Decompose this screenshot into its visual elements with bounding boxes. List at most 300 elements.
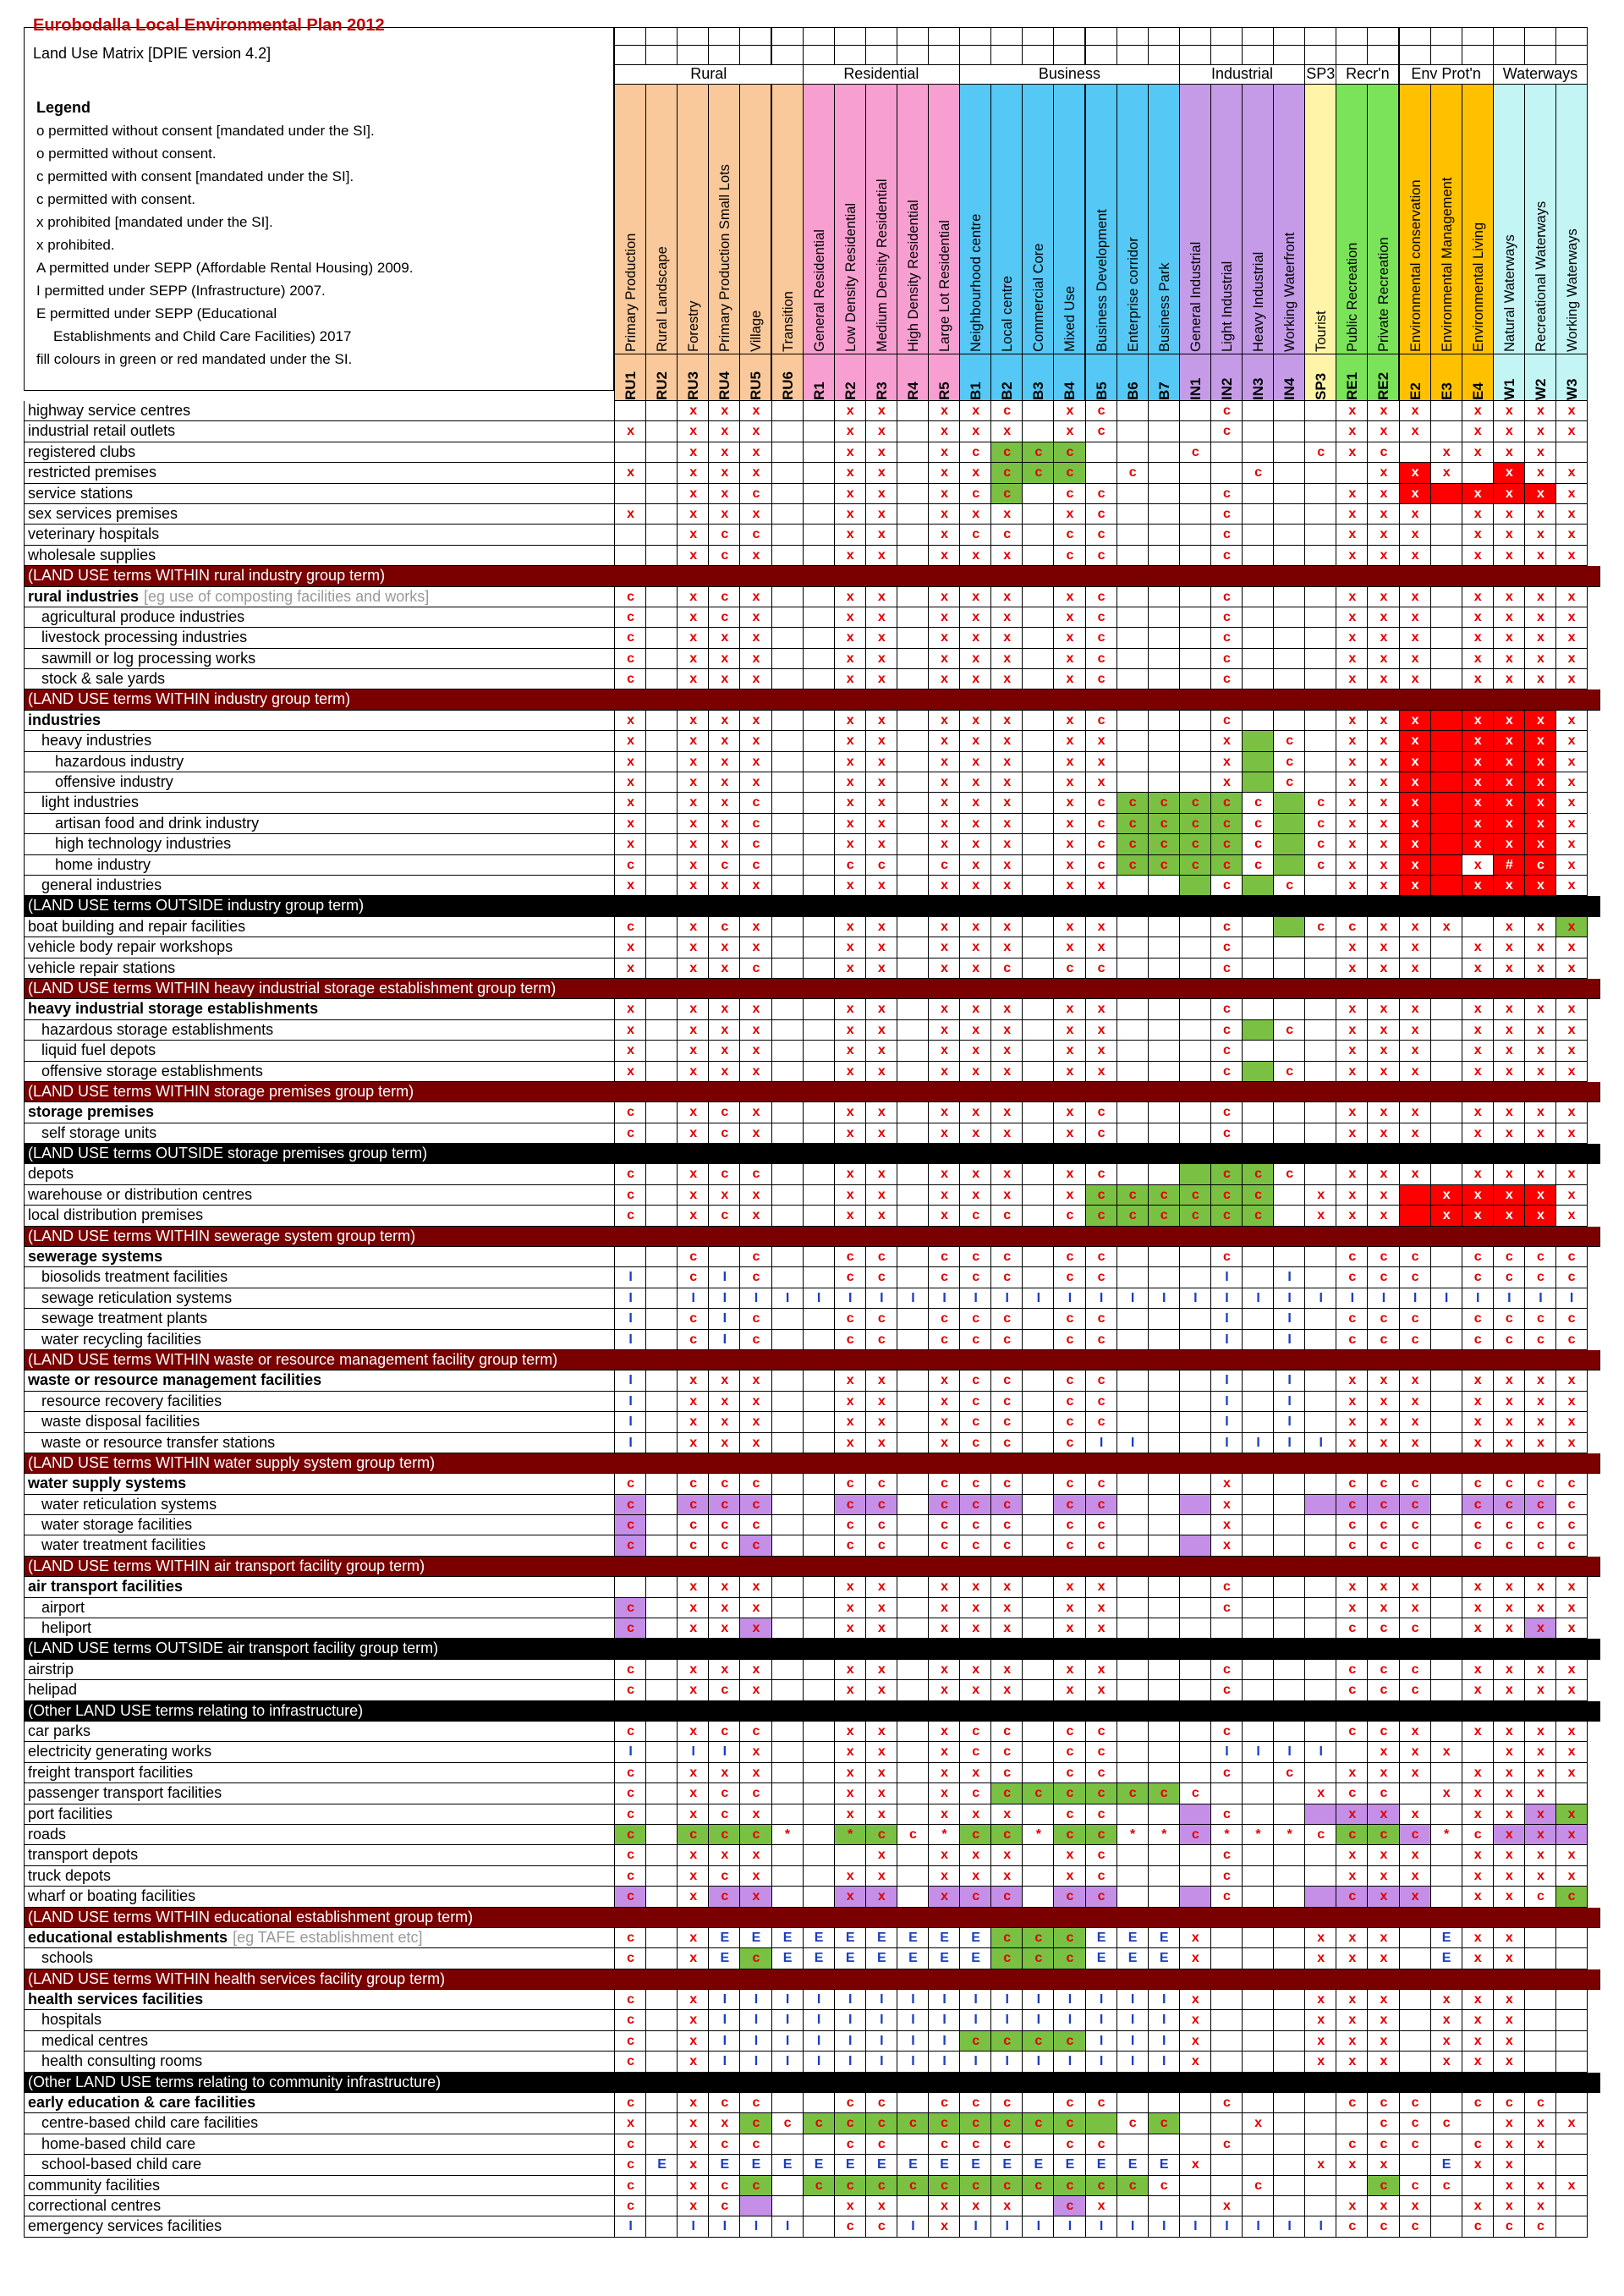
matrix-cell-re1: c — [1336, 1535, 1368, 1556]
matrix-cell-w2: x — [1524, 1102, 1556, 1123]
matrix-cell-b7 — [1148, 1370, 1180, 1391]
matrix-cell-ru3: x — [677, 1041, 709, 1061]
matrix-cell-r3: x — [865, 917, 897, 937]
matrix-cell-b7: I — [1148, 1990, 1180, 2010]
matrix-cell-in1: I — [1179, 2216, 1211, 2237]
matrix-cell-w1: x — [1493, 1041, 1525, 1061]
matrix-cell-e4: x — [1462, 1887, 1494, 1907]
matrix-cell-in3: I — [1242, 1742, 1274, 1762]
matrix-cell-b7: E — [1148, 2155, 1180, 2175]
matrix-cell-r2: c — [834, 2134, 866, 2155]
matrix-cell-w2: c — [1524, 1887, 1556, 1907]
land-use-term-text: sewerage systems — [28, 1248, 163, 1266]
matrix-cell-r5: x — [928, 731, 960, 751]
matrix-cell-ru1: c — [614, 1598, 646, 1618]
matrix-cell-b4: c — [1053, 1206, 1085, 1226]
matrix-cell-e3 — [1430, 1392, 1462, 1412]
matrix-cell-ru6 — [771, 1660, 804, 1680]
matrix-cell-ru2 — [645, 1020, 678, 1041]
header-spacer-cell — [865, 45, 897, 65]
matrix-cell-b7: I — [1148, 2216, 1180, 2237]
matrix-cell-ru2 — [645, 463, 678, 483]
matrix-cell-b3 — [1022, 834, 1054, 854]
matrix-cell-b7 — [1148, 649, 1180, 669]
matrix-cell-ru1: c — [614, 1206, 646, 1226]
matrix-cell-ru1: c — [614, 607, 646, 628]
land-use-term-text: depots — [28, 1165, 74, 1183]
matrix-cell-w1: c — [1493, 1247, 1525, 1267]
matrix-cell-re1: c — [1336, 1474, 1368, 1494]
matrix-cell-b2: c — [990, 463, 1023, 483]
matrix-cell-ru5: x — [739, 1845, 771, 1865]
matrix-cell-ru6 — [771, 834, 804, 854]
matrix-cell-b1: c — [959, 1474, 991, 1494]
matrix-cell-e3: x — [1430, 2010, 1462, 2030]
land-use-term — [24, 1948, 614, 1969]
matrix-cell-in2: c — [1210, 2134, 1243, 2155]
matrix-cell-r5: c — [928, 1495, 960, 1515]
matrix-cell-ru5: x — [739, 1618, 771, 1639]
matrix-cell-r1 — [803, 1206, 835, 1226]
matrix-cell-ru6 — [771, 1433, 804, 1453]
matrix-cell-w2: x — [1524, 1680, 1556, 1700]
matrix-cell-r5: x — [928, 1020, 960, 1041]
matrix-cell-b2: x — [990, 1577, 1023, 1597]
matrix-cell-re1: x — [1336, 628, 1368, 648]
matrix-cell-r2: I — [834, 1288, 866, 1309]
matrix-cell-in1: c — [1179, 855, 1211, 876]
matrix-cell-b7 — [1148, 876, 1180, 896]
matrix-cell-b6 — [1116, 1763, 1149, 1783]
header-spacer-cell — [990, 27, 1023, 46]
matrix-cell-in3 — [1242, 772, 1274, 793]
matrix-cell-re2: x — [1367, 1123, 1399, 1144]
matrix-cell-ru4: I — [708, 1309, 740, 1329]
matrix-cell-ru2 — [645, 814, 678, 834]
matrix-cell-b7: c — [1148, 2176, 1180, 2196]
matrix-cell-in4 — [1273, 607, 1305, 628]
matrix-cell-ru2 — [645, 1412, 678, 1432]
zone-name-text: High Density Residential — [905, 200, 921, 352]
matrix-cell-w1: x — [1493, 772, 1525, 793]
header-spacer-cell — [897, 27, 929, 46]
matrix-cell-e4: x — [1462, 1577, 1494, 1597]
matrix-cell-w2: x — [1524, 731, 1556, 751]
matrix-cell-w2: x — [1524, 1742, 1556, 1762]
matrix-cell-r2: c — [834, 1330, 866, 1350]
matrix-cell-b1: x — [959, 1845, 991, 1865]
matrix-cell-ru4: c — [708, 917, 740, 937]
matrix-cell-b5: c — [1085, 711, 1117, 731]
matrix-cell-ru4: x — [708, 937, 740, 958]
matrix-cell-e3 — [1430, 1474, 1462, 1494]
matrix-cell-re2: x — [1367, 546, 1399, 566]
matrix-cell-in3 — [1242, 1722, 1274, 1742]
matrix-cell-b6: c — [1116, 463, 1149, 483]
matrix-cell-r4 — [897, 628, 929, 648]
land-use-term-text: wholesale supplies — [28, 546, 156, 563]
matrix-cell-r5: x — [928, 669, 960, 689]
matrix-row — [24, 1742, 1600, 1762]
header-spacer-cell — [928, 27, 960, 46]
matrix-cell-ru2 — [645, 752, 678, 772]
matrix-cell-re2: c — [1367, 1783, 1399, 1804]
matrix-cell-re1: x — [1336, 999, 1368, 1019]
matrix-cell-e3 — [1430, 876, 1462, 896]
land-use-term-text: restricted premises — [28, 464, 157, 481]
land-use-term — [24, 1577, 614, 1597]
matrix-cell-b2: E — [990, 2155, 1023, 2175]
matrix-cell-w1: x — [1493, 1825, 1525, 1845]
matrix-cell-in3 — [1242, 1990, 1274, 2010]
matrix-cell-ru1: c — [614, 1515, 646, 1535]
matrix-cell-b4: c — [1053, 2113, 1085, 2134]
matrix-cell-re2: x — [1367, 525, 1399, 545]
land-use-term — [24, 1535, 614, 1556]
matrix-cell-b4: c — [1053, 2134, 1085, 2155]
matrix-cell-ru3: x — [677, 1020, 709, 1041]
matrix-cell-w2: c — [1524, 1309, 1556, 1329]
matrix-cell-b7 — [1148, 607, 1180, 628]
matrix-cell-r5: c — [928, 2113, 960, 2134]
matrix-cell-r2: x — [834, 1164, 866, 1184]
matrix-cell-ru4: x — [708, 1660, 740, 1680]
matrix-cell-r4 — [897, 1783, 929, 1804]
matrix-cell-w3: x — [1555, 793, 1588, 813]
matrix-cell-sp3 — [1304, 1515, 1336, 1535]
matrix-cell-ru3: x — [677, 1680, 709, 1700]
matrix-cell-b2: c — [990, 1763, 1023, 1783]
matrix-cell-r4 — [897, 958, 929, 979]
group-header-row — [24, 1701, 1600, 1722]
matrix-cell-r5: x — [928, 1618, 960, 1639]
land-use-term-text: registered clubs — [28, 442, 136, 460]
matrix-cell-b7 — [1148, 1618, 1180, 1639]
matrix-cell-b5: c — [1085, 1722, 1117, 1742]
matrix-cell-b6 — [1116, 1598, 1149, 1618]
matrix-cell-b4: x — [1053, 1598, 1085, 1618]
matrix-cell-e3 — [1430, 1412, 1462, 1432]
matrix-cell-b6: I — [1116, 2052, 1149, 2072]
header-spacer-cell — [1273, 27, 1305, 46]
matrix-cell-ru6 — [771, 587, 804, 607]
matrix-cell-ru1: c — [614, 917, 646, 937]
matrix-cell-b2: x — [990, 421, 1023, 442]
matrix-cell-b7 — [1148, 1577, 1180, 1597]
matrix-cell-b2: c — [990, 1783, 1023, 1804]
matrix-cell-b4: x — [1053, 628, 1085, 648]
matrix-cell-r5: c — [928, 2176, 960, 2196]
matrix-cell-r2: x — [834, 958, 866, 979]
matrix-cell-in4: I — [1273, 2216, 1305, 2237]
matrix-cell-r3: x — [865, 628, 897, 648]
matrix-cell-ru4: x — [708, 876, 740, 896]
matrix-cell-e4: x — [1462, 1123, 1494, 1144]
matrix-cell-r5: x — [928, 649, 960, 669]
matrix-cell-in4 — [1273, 2196, 1305, 2216]
matrix-cell-b6 — [1116, 504, 1149, 525]
matrix-row — [24, 1433, 1600, 1453]
matrix-cell-in4 — [1273, 1722, 1305, 1742]
matrix-cell-b6 — [1116, 1515, 1149, 1535]
zone-name-r3 — [865, 84, 897, 354]
matrix-cell-b7: c — [1148, 834, 1180, 854]
land-use-term-text: roads — [28, 1825, 67, 1843]
matrix-cell-in1 — [1179, 1680, 1211, 1700]
matrix-cell-sp3 — [1304, 1495, 1336, 1515]
matrix-cell-r5: x — [928, 1370, 960, 1391]
matrix-cell-r1 — [803, 1680, 835, 1700]
header-spacer-cell — [1085, 27, 1117, 46]
matrix-cell-w2: x — [1524, 1825, 1556, 1845]
matrix-cell-sp3 — [1304, 2134, 1336, 2155]
matrix-cell-e2: x — [1399, 1577, 1431, 1597]
matrix-cell-b5: c — [1085, 1267, 1117, 1288]
matrix-cell-b7 — [1148, 2196, 1180, 2216]
matrix-cell-w1: x — [1493, 1948, 1525, 1969]
matrix-cell-w1: x — [1493, 2031, 1525, 2052]
matrix-cell-re1: c — [1336, 1618, 1368, 1639]
matrix-cell-b5: x — [1085, 917, 1117, 937]
matrix-cell-ru3: x — [677, 1185, 709, 1206]
matrix-cell-b6 — [1116, 2093, 1149, 2113]
matrix-cell-b7 — [1148, 1309, 1180, 1329]
zone-code-e3 — [1430, 354, 1462, 401]
matrix-cell-b6: I — [1116, 1433, 1149, 1453]
matrix-cell-sp3 — [1304, 1763, 1336, 1783]
land-use-term — [24, 1041, 614, 1061]
header-spacer-cell — [1053, 45, 1085, 65]
matrix-cell-in1: x — [1179, 2155, 1211, 2175]
header-spacer-cell — [1273, 45, 1305, 65]
matrix-cell-r4: I — [897, 2010, 929, 2030]
matrix-cell-in2 — [1210, 2052, 1243, 2072]
matrix-cell-r5: x — [928, 1598, 960, 1618]
matrix-cell-b1: E — [959, 1928, 991, 1948]
matrix-cell-ru3: x — [677, 2196, 709, 2216]
zone-name-text: Neighbourhood centre — [968, 213, 985, 352]
matrix-cell-b4: c — [1053, 1474, 1085, 1494]
matrix-cell-re2: x — [1367, 1742, 1399, 1762]
matrix-cell-re2: x — [1367, 1206, 1399, 1226]
matrix-row — [24, 546, 1600, 566]
matrix-cell-ru3: x — [677, 1206, 709, 1226]
matrix-cell-ru6 — [771, 855, 804, 876]
matrix-cell-e3 — [1430, 1495, 1462, 1515]
matrix-cell-in2: c — [1210, 855, 1243, 876]
matrix-cell-w1: x — [1493, 2134, 1525, 2155]
matrix-cell-sp3 — [1304, 1330, 1336, 1350]
matrix-cell-r3: x — [865, 484, 897, 504]
matrix-cell-r1 — [803, 1330, 835, 1350]
zone-code-text: R1 — [810, 382, 827, 400]
matrix-cell-b5: c — [1085, 834, 1117, 854]
matrix-cell-re1: x — [1336, 1763, 1368, 1783]
matrix-cell-e4: c — [1462, 1309, 1494, 1329]
matrix-cell-w2: x — [1524, 1722, 1556, 1742]
matrix-cell-r1 — [803, 1866, 835, 1887]
matrix-cell-w3: x — [1555, 607, 1588, 628]
matrix-cell-e3 — [1430, 1887, 1462, 1907]
matrix-cell-r2: c — [834, 1474, 866, 1494]
matrix-cell-in4 — [1273, 2134, 1305, 2155]
matrix-cell-ru5: c — [739, 834, 771, 854]
matrix-row — [24, 1618, 1600, 1639]
matrix-cell-ru6 — [771, 1164, 804, 1184]
zone-code-ru5 — [739, 354, 771, 401]
matrix-cell-e2 — [1399, 442, 1431, 463]
header-spacer-cell — [1430, 27, 1462, 46]
matrix-cell-b1: x — [959, 793, 991, 813]
matrix-cell-b4: x — [1053, 607, 1085, 628]
matrix-cell-b5: c — [1085, 958, 1117, 979]
zone-name-text: Low Density Residential — [842, 202, 859, 352]
matrix-cell-b2: x — [990, 1845, 1023, 1865]
matrix-cell-w1: x — [1493, 917, 1525, 937]
matrix-cell-b5: c — [1085, 1474, 1117, 1494]
document-title: Eurobodalla Local Environmental Plan 2012 — [33, 16, 385, 35]
matrix-cell-in1 — [1179, 649, 1211, 669]
matrix-cell-ru4: c — [708, 1164, 740, 1184]
matrix-cell-re2: x — [1367, 1763, 1399, 1783]
group-header-label: (LAND USE terms WITHIN waste or resource management facility group term) — [24, 1350, 1600, 1370]
land-use-term — [24, 1474, 614, 1494]
land-use-term-text: heliport — [41, 1619, 92, 1637]
matrix-cell-w1: x — [1493, 2010, 1525, 2030]
matrix-cell-re1: x — [1336, 546, 1368, 566]
land-use-term-text: general industries — [41, 876, 162, 893]
matrix-cell-w3: x — [1555, 1763, 1588, 1783]
matrix-cell-in3: c — [1242, 1185, 1274, 1206]
matrix-cell-w3: x — [1555, 1433, 1588, 1453]
header-spacer-cell — [959, 45, 991, 65]
matrix-cell-ru4: x — [708, 1020, 740, 1041]
matrix-cell-b5: c — [1085, 669, 1117, 689]
matrix-cell-w2: x — [1524, 1433, 1556, 1453]
matrix-cell-in1 — [1179, 731, 1211, 751]
group-header-row — [24, 896, 1600, 916]
matrix-cell-r2: x — [834, 937, 866, 958]
land-use-term-text: passenger transport facilities — [28, 1784, 222, 1802]
matrix-cell-b1: c — [959, 1267, 991, 1288]
matrix-cell-b7 — [1148, 1247, 1180, 1267]
matrix-cell-in3 — [1242, 1804, 1274, 1825]
matrix-cell-in1 — [1179, 752, 1211, 772]
matrix-cell-sp3 — [1304, 484, 1336, 504]
matrix-cell-w2: x — [1524, 937, 1556, 958]
matrix-row — [24, 1948, 1600, 1969]
matrix-cell-ru4: x — [708, 504, 740, 525]
matrix-cell-b3 — [1022, 1742, 1054, 1762]
matrix-cell-re1: x — [1336, 958, 1368, 979]
matrix-cell-b3 — [1022, 1330, 1054, 1350]
matrix-cell-in2: c — [1210, 1887, 1243, 1907]
matrix-cell-ru3: x — [677, 999, 709, 1019]
matrix-cell-ru5: x — [739, 1412, 771, 1432]
matrix-cell-b6 — [1116, 525, 1149, 545]
header-spacer-cell — [1399, 27, 1431, 46]
matrix-cell-re1: x — [1336, 2010, 1368, 2030]
matrix-cell-b2: x — [990, 1123, 1023, 1144]
zone-code-b7 — [1148, 354, 1180, 401]
matrix-cell-in3 — [1242, 1041, 1274, 1061]
matrix-cell-in4 — [1273, 587, 1305, 607]
matrix-cell-b6 — [1116, 607, 1149, 628]
matrix-cell-in1 — [1179, 1123, 1211, 1144]
matrix-cell-r5: x — [928, 1412, 960, 1432]
matrix-cell-r3: x — [865, 752, 897, 772]
zone-name-text: Commercial Core — [1031, 243, 1047, 352]
matrix-cell-b3 — [1022, 1763, 1054, 1783]
land-use-term-text: stock & sale yards — [41, 670, 166, 688]
matrix-cell-in4 — [1273, 958, 1305, 979]
matrix-cell-ru3: x — [677, 463, 709, 483]
matrix-row — [24, 1288, 1600, 1309]
zone-name-text: Business Park — [1156, 262, 1172, 352]
matrix-cell-r4 — [897, 1330, 929, 1350]
matrix-cell-w2: x — [1524, 1660, 1556, 1680]
matrix-cell-r3: x — [865, 525, 897, 545]
matrix-cell-ru3: x — [677, 1598, 709, 1618]
matrix-cell-r2: x — [834, 546, 866, 566]
land-use-term-text: rural industries — [28, 587, 140, 605]
header-spacer-cell — [1367, 27, 1399, 46]
land-use-term-text: storage premises — [28, 1103, 155, 1121]
matrix-cell-w3: c — [1555, 1309, 1588, 1329]
matrix-cell-w3: c — [1555, 1330, 1588, 1350]
matrix-cell-ru2 — [645, 442, 678, 463]
matrix-cell-in4: c — [1273, 1164, 1305, 1184]
matrix-cell-b4: x — [1053, 1185, 1085, 1206]
land-use-term — [24, 2216, 614, 2237]
matrix-cell-re2: x — [1367, 421, 1399, 442]
zone-name-b2 — [990, 84, 1023, 354]
matrix-cell-e4: x — [1462, 1680, 1494, 1700]
matrix-cell-b3 — [1022, 1722, 1054, 1742]
matrix-cell-ru5: x — [739, 1742, 771, 1762]
matrix-cell-b1: x — [959, 587, 991, 607]
matrix-cell-r1 — [803, 649, 835, 669]
matrix-cell-w3: x — [1555, 421, 1588, 442]
matrix-cell-r2: x — [834, 1062, 866, 1082]
matrix-cell-e4: c — [1462, 1515, 1494, 1535]
matrix-cell-ru3: x — [677, 2093, 709, 2113]
matrix-cell-in3 — [1242, 999, 1274, 1019]
matrix-cell-ru2 — [645, 999, 678, 1019]
matrix-cell-w1: x — [1493, 999, 1525, 1019]
matrix-cell-b3 — [1022, 1164, 1054, 1184]
matrix-cell-ru6: I — [771, 2216, 804, 2237]
matrix-cell-w3: x — [1555, 1412, 1588, 1432]
matrix-cell-re2: x — [1367, 1433, 1399, 1453]
matrix-cell-r5: I — [928, 1288, 960, 1309]
matrix-cell-e3 — [1430, 1123, 1462, 1144]
matrix-cell-ru2 — [645, 1680, 678, 1700]
zone-code-text: W2 — [1532, 378, 1549, 400]
matrix-cell-b3: c — [1022, 2031, 1054, 2052]
matrix-cell-r4 — [897, 1267, 929, 1288]
matrix-cell-ru4: x — [708, 772, 740, 793]
matrix-cell-e4: c — [1462, 1247, 1494, 1267]
matrix-cell-w2: x — [1524, 484, 1556, 504]
matrix-cell-ru2 — [645, 1206, 678, 1226]
matrix-cell-in4 — [1273, 2010, 1305, 2030]
matrix-cell-e2: x — [1399, 2196, 1431, 2216]
matrix-cell-b5: c — [1085, 1535, 1117, 1556]
matrix-cell-r2: x — [834, 1763, 866, 1783]
matrix-cell-sp3: c — [1304, 855, 1336, 876]
matrix-cell-in1 — [1179, 401, 1211, 421]
